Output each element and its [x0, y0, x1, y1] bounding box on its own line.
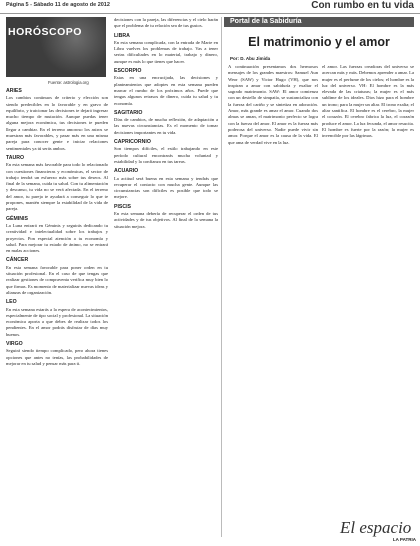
- sign-heading: ACUARIO: [114, 168, 139, 175]
- sign-text: En esta semana debería de recuperar el orden de tus actividades y de tus objetivos. Al final de la semana la situación mejora.: [114, 211, 218, 229]
- sign-heading: PISCIS: [114, 203, 132, 210]
- sign-heading: ARIES: [6, 88, 22, 94]
- section-title: Con rumbo en tu vida: [311, 0, 414, 11]
- sign-heading: LEO: [6, 299, 17, 306]
- sign-heading: CAPRICORNIO: [114, 139, 151, 146]
- horoscope-title: HORÓSCOPO: [8, 26, 82, 38]
- sign-heading: CÁNCER: [6, 257, 29, 264]
- sign-text: Seguirá siendo tiempo complicado, pero ahora tienes opciones que antes no tenías, las probabilidades de mejorar en tu salud y pensar más para ti.: [6, 348, 108, 366]
- sign-text: Estas en una encrucijada, las decisiones y planteamientos que adoptes en esta semana pueden marcar el rumbo de los próximos años. Puede que tengas algunos retrasos de dinero, cuida tu salud y tu economía.: [114, 75, 218, 106]
- logo-sub-text: LA PATRIA: [392, 537, 416, 542]
- sign-heading: SAGITARIO: [114, 109, 143, 116]
- sign-heading: TAURO: [6, 154, 25, 161]
- sign-text: La actitud será buena en esta semana y tendrás que recuperar el contacto con mucha gente. Aunque las circunstancias son difíciles es posible que todo se mejore.: [114, 175, 218, 200]
- page-header: [0, 0, 420, 14]
- sign-text: Los cambios continuos de criterio y elección son siendo predecibles en lo favorable y en gravo de equilibrio, y traicionar las decisiones te dejará ingresar mucho tiempo de mutación. Aunque puedas tener alguna mejora económica, tus decisiones te pueden llegar a cambiar. En el terreno amoroso los astros se muestran más favorables, y pasar más en una misma pareja para conocer gente e iniciar relaciones sentimentales ya tú serás ambos.: [6, 95, 108, 151]
- section-banner-title: Portal de la Sabiduría: [230, 18, 302, 25]
- article-text: el amor. Las fuerzas creadoras del universo se acercan más y más. Debemos aprender a amar. La mujer es el perfume de los cielos; el hombre es la luz del universo. VH: El hombre es la más elevada de las criaturas; la mujer es el más sublime de los ideales. Dios hizo para el hombre un trono; para la mujer un altar. El trono exalta; el altar santifica. El hombre es el cerebro, la mujer el corazón. El cerebro fabrica la luz, el corazón produce el amor. La luz fecunda, el amor resucita. El hombre es fuerte por la razón; la mujer es invencible por las lágrimas.: [322, 64, 414, 139]
- sign-heading: VIRGO: [6, 340, 23, 347]
- sign-text: Son tiempos difíciles, el estilo trabajando en este período cultural encontrarás mucha voluntad y estabilidad y la confianza en tus tareas.: [114, 146, 218, 164]
- column-divider: [221, 17, 222, 537]
- article-column-1: [228, 64, 318, 146]
- article-byline: Por: D. Abu Jimida: [230, 56, 271, 61]
- sign-heading: GÉMINIS: [6, 215, 28, 222]
- page-date: Página 5 - Sábado 11 de agosto de 2012: [6, 2, 110, 8]
- horoscope-column-1: [6, 88, 108, 367]
- article-headline: El matrimonio y el amor: [248, 35, 390, 49]
- article-column-2: [322, 64, 414, 140]
- horoscope-column-2: [114, 17, 218, 230]
- horoscope-credit: Fuente: astrologia.org: [48, 80, 89, 85]
- sign-text: En esta semana complicada, con la entrada de Marte en Libra vuelves los problemas de trabajo. Vas a tener serias dificultades en lo material, trabajo y dinero, aunque es más lo que tienes que hacer.: [114, 39, 218, 64]
- sign-heading: ESCORPIO: [114, 68, 142, 75]
- sign-heading: LIBRA: [114, 32, 130, 39]
- sign-text: La Luna entrará en Géminis y seguirás dedicando tu creatividad e intelectualidad sobre los trabajos y proyectos. Pon especial atención a tu economía y salud. Para mejorar tu estado de ánimo, no se entrará en malas acciones.: [6, 222, 108, 254]
- newspaper-logo: [340, 518, 416, 542]
- sign-text: En esta semana más favorable para todo lo relacionado con cuestiones financieras y económicas, el sector de trabajo tendrá un esfuerzo más sobre tus deseos. Al final de la semana, cuida tu salud. Con tu alimentación y descanso, tu vida no se verá afectada. En el terreno del amor, tu pareja te ayudará a conseguir lo que te propones, mantén siempre la estabilidad de la vida de pareja.: [6, 162, 108, 212]
- logo-main-text: El espacio: [340, 518, 412, 537]
- sign-text: En esta semana favorable para poner orden en tu situación profesional. En el caso de que tengas que realizar gestiones de compraventa verifica muy bien lo que firmas. Es momento de materializar nuevas ideas y alianzas de organización.: [6, 264, 108, 295]
- sign-text: decisiones con la pareja, las diferencias y el cielo harán que el problema de tu relación sea de tus gustos.: [114, 17, 218, 29]
- sign-text: En esta semana estarás a la espera de acontecimientos, especialmente de tipo social y profesional. La situación económica aporta a que debes de realizar todos los pendientes. En el amor podrás disfrutar de días muy buenos.: [6, 306, 108, 337]
- sign-text: Días de cambios, de mucha reflexión, de adaptación a las nuevas circunstancias. Es el momento de tomar decisiones importantes en tu vida.: [114, 117, 218, 135]
- article-text: A continuación presentamos dos hermosos mensajes de los grandes maestros: Samuel Aun Weor (SAW) y Victor Hugo (VH), que nos inspiran a amar con sabiduría y exaltar el sagrado matrimonio. SAW: El amor comienza con un destello de simpatía, se sustancializa con la fuerza del cariño y se sintetiza en adoración. Amor, más grande es amar el amor. Cuando dos almas se aman, el matrimonio perfecto se logra con la fuerza del amor. El amor es la fuerza más poderosa del universo. Nadie puede vivir sin amor. Porque el amor es la causa de la vida. El que ama de verdad vive en la luz.: [228, 64, 318, 145]
